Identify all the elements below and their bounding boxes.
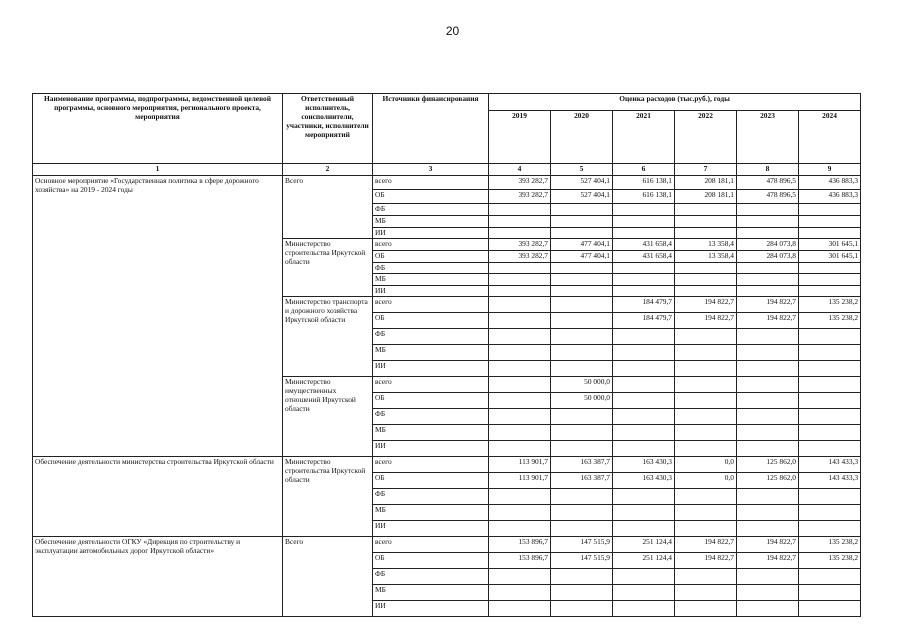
executor-cell: Министерство имущественных отношений Иркутской области [283, 377, 373, 457]
amount-cell: 153 896,7 [489, 553, 551, 569]
amount-cell [613, 569, 675, 585]
amount-cell [675, 425, 737, 441]
amount-cell: 125 862,0 [737, 457, 799, 473]
amount-cell [613, 393, 675, 409]
funding-source-cell: ФБ [373, 329, 489, 345]
amount-cell [613, 345, 675, 361]
amount-cell: 527 404,1 [551, 190, 613, 204]
funding-source-cell: МБ [373, 345, 489, 361]
amount-cell [551, 286, 613, 297]
header-year: 2021 [613, 111, 675, 164]
amount-cell [489, 286, 551, 297]
amount-cell [737, 569, 799, 585]
amount-cell: 113 901,7 [489, 457, 551, 473]
amount-cell: 208 181,1 [675, 190, 737, 204]
funding-source-cell: ФБ [373, 263, 489, 274]
amount-cell [489, 297, 551, 313]
amount-cell [737, 521, 799, 537]
funding-source-cell: всего [373, 176, 489, 190]
amount-cell: 284 073,8 [737, 251, 799, 263]
amount-cell [489, 441, 551, 457]
amount-cell [489, 204, 551, 216]
funding-source-cell: ИИ [373, 286, 489, 297]
amount-cell [675, 228, 737, 239]
amount-cell [613, 377, 675, 393]
amount-cell: 135 238,2 [799, 297, 861, 313]
funding-source-cell: всего [373, 297, 489, 313]
amount-cell [799, 377, 861, 393]
funding-source-cell: всего [373, 537, 489, 553]
funding-source-cell: всего [373, 457, 489, 473]
amount-cell [675, 585, 737, 601]
amount-cell [737, 441, 799, 457]
amount-cell [551, 569, 613, 585]
amount-cell [799, 274, 861, 286]
amount-cell: 135 238,2 [799, 537, 861, 553]
amount-cell: 436 883,3 [799, 176, 861, 190]
amount-cell [489, 489, 551, 505]
header-estimate: Оценка расходов (тыс.руб.), годы [489, 94, 861, 111]
amount-cell [613, 425, 675, 441]
amount-cell [613, 601, 675, 617]
amount-cell [489, 377, 551, 393]
funding-source-cell: ИИ [373, 441, 489, 457]
column-number: 6 [613, 164, 675, 176]
amount-cell [675, 345, 737, 361]
amount-cell [551, 204, 613, 216]
amount-cell [551, 505, 613, 521]
amount-cell [613, 228, 675, 239]
column-number: 5 [551, 164, 613, 176]
amount-cell [675, 569, 737, 585]
amount-cell: 284 073,8 [737, 239, 799, 251]
amount-cell [551, 274, 613, 286]
amount-cell [737, 505, 799, 521]
amount-cell: 208 181,1 [675, 176, 737, 190]
table-row [33, 537, 861, 553]
amount-cell: 194 822,7 [737, 297, 799, 313]
amount-cell: 393 282,7 [489, 251, 551, 263]
amount-cell [675, 204, 737, 216]
column-number: 3 [373, 164, 489, 176]
executor-cell: Министерство строительства Иркутской области [283, 239, 373, 297]
amount-cell: 194 822,7 [737, 313, 799, 329]
amount-cell [489, 505, 551, 521]
header-year: 2023 [737, 111, 799, 164]
amount-cell [489, 274, 551, 286]
amount-cell: 147 515,9 [551, 537, 613, 553]
program-name-cell: Основное мероприятие «Государственная политика в сфере дорожного хозяйства» на 2019 - 2024 годы [33, 176, 283, 457]
amount-cell [799, 393, 861, 409]
amount-cell [675, 274, 737, 286]
header-year: 2020 [551, 111, 613, 164]
amount-cell [737, 409, 799, 425]
executor-cell: Министерство транспорта и дорожного хозяйства Иркутской области [283, 297, 373, 377]
amount-cell [551, 228, 613, 239]
column-number: 8 [737, 164, 799, 176]
amount-cell [799, 425, 861, 441]
amount-cell: 527 404,1 [551, 176, 613, 190]
amount-cell: 135 238,2 [799, 313, 861, 329]
amount-cell [737, 585, 799, 601]
column-number: 1 [33, 164, 283, 176]
amount-cell [737, 377, 799, 393]
amount-cell [489, 361, 551, 377]
amount-cell [489, 569, 551, 585]
amount-cell: 393 282,7 [489, 190, 551, 204]
amount-cell: 393 282,7 [489, 176, 551, 190]
amount-cell [737, 216, 799, 228]
amount-cell [551, 297, 613, 313]
amount-cell [675, 521, 737, 537]
amount-cell: 436 883,3 [799, 190, 861, 204]
amount-cell [799, 441, 861, 457]
amount-cell: 143 433,3 [799, 457, 861, 473]
amount-cell: 143 433,3 [799, 473, 861, 489]
amount-cell [737, 286, 799, 297]
amount-cell [613, 521, 675, 537]
funding-source-cell: ФБ [373, 489, 489, 505]
amount-cell: 113 901,7 [489, 473, 551, 489]
amount-cell [613, 441, 675, 457]
amount-cell [675, 441, 737, 457]
amount-cell: 194 822,7 [675, 313, 737, 329]
amount-cell [489, 521, 551, 537]
amount-cell [799, 521, 861, 537]
amount-cell [613, 489, 675, 505]
amount-cell [799, 489, 861, 505]
amount-cell: 0,0 [675, 457, 737, 473]
amount-cell [489, 216, 551, 228]
funding-source-cell: ИИ [373, 601, 489, 617]
amount-cell [551, 216, 613, 228]
amount-cell [613, 505, 675, 521]
amount-cell [551, 361, 613, 377]
amount-cell [737, 345, 799, 361]
amount-cell [551, 345, 613, 361]
header-year: 2024 [799, 111, 861, 164]
amount-cell [675, 361, 737, 377]
header-executor-column: Ответственный исполнитель, соисполнители, участники, исполнители мероприятий [283, 94, 373, 164]
amount-cell [737, 489, 799, 505]
program-name-cell: Обеспечение деятельности ОГКУ «Дирекция по строительству и эксплуатации автомобильных дорог Иркутской области» [33, 537, 283, 617]
amount-cell: 0,0 [675, 473, 737, 489]
amount-cell [551, 601, 613, 617]
amount-cell [613, 585, 675, 601]
amount-cell: 616 138,1 [613, 176, 675, 190]
amount-cell: 194 822,7 [675, 537, 737, 553]
amount-cell: 13 358,4 [675, 239, 737, 251]
amount-cell: 194 822,7 [675, 553, 737, 569]
funding-source-cell: ОБ [373, 190, 489, 204]
funding-source-cell: всего [373, 239, 489, 251]
amount-cell [551, 313, 613, 329]
column-number: 9 [799, 164, 861, 176]
funding-source-cell: ФБ [373, 569, 489, 585]
amount-cell: 393 282,7 [489, 239, 551, 251]
header-year: 2022 [675, 111, 737, 164]
amount-cell [675, 377, 737, 393]
amount-cell [551, 489, 613, 505]
amount-cell [613, 263, 675, 274]
amount-cell: 125 862,0 [737, 473, 799, 489]
funding-source-cell: МБ [373, 505, 489, 521]
amount-cell: 163 387,7 [551, 473, 613, 489]
amount-cell [551, 521, 613, 537]
amount-cell: 251 124,4 [613, 537, 675, 553]
amount-cell [675, 505, 737, 521]
amount-cell: 251 124,4 [613, 553, 675, 569]
funding-source-cell: МБ [373, 274, 489, 286]
amount-cell [675, 263, 737, 274]
amount-cell [799, 409, 861, 425]
column-number: 7 [675, 164, 737, 176]
amount-cell [799, 361, 861, 377]
table-row [33, 457, 861, 473]
amount-cell: 194 822,7 [675, 297, 737, 313]
amount-cell [799, 263, 861, 274]
amount-cell [551, 409, 613, 425]
amount-cell: 163 387,7 [551, 457, 613, 473]
amount-cell [551, 329, 613, 345]
funding-source-cell: ИИ [373, 228, 489, 239]
amount-cell: 163 430,3 [613, 473, 675, 489]
amount-cell [489, 393, 551, 409]
amount-cell [799, 286, 861, 297]
amount-cell: 477 404,1 [551, 239, 613, 251]
amount-cell [737, 601, 799, 617]
funding-source-cell: ОБ [373, 393, 489, 409]
amount-cell: 184 479,7 [613, 313, 675, 329]
executor-cell: Министерство строительства Иркутской области [283, 457, 373, 537]
amount-cell [613, 204, 675, 216]
amount-cell [489, 228, 551, 239]
amount-cell: 478 896,5 [737, 190, 799, 204]
amount-cell [613, 286, 675, 297]
funding-source-cell: ИИ [373, 521, 489, 537]
amount-cell [489, 601, 551, 617]
amount-cell [799, 204, 861, 216]
header-sources-column: Источники финансирования [373, 94, 489, 164]
funding-source-cell: ИИ [373, 361, 489, 377]
amount-cell [737, 274, 799, 286]
amount-cell [613, 216, 675, 228]
executor-cell: Всего [283, 537, 373, 617]
column-number: 4 [489, 164, 551, 176]
amount-cell: 616 138,1 [613, 190, 675, 204]
funding-source-cell: МБ [373, 216, 489, 228]
amount-cell [675, 329, 737, 345]
amount-cell [675, 393, 737, 409]
amount-cell: 13 358,4 [675, 251, 737, 263]
amount-cell [737, 228, 799, 239]
funding-source-cell: ОБ [373, 313, 489, 329]
amount-cell [551, 425, 613, 441]
amount-cell: 431 658,4 [613, 251, 675, 263]
amount-cell: 153 896,7 [489, 537, 551, 553]
amount-cell [613, 409, 675, 425]
amount-cell: 50 000,0 [551, 393, 613, 409]
amount-cell [551, 441, 613, 457]
amount-cell [675, 409, 737, 425]
amount-cell [613, 274, 675, 286]
funding-source-cell: МБ [373, 585, 489, 601]
funding-source-cell: ОБ [373, 553, 489, 569]
amount-cell [799, 329, 861, 345]
amount-cell: 477 404,1 [551, 251, 613, 263]
amount-cell [489, 409, 551, 425]
amount-cell [799, 601, 861, 617]
amount-cell: 478 896,5 [737, 176, 799, 190]
amount-cell [799, 345, 861, 361]
amount-cell [675, 286, 737, 297]
funding-source-cell: всего [373, 377, 489, 393]
amount-cell [551, 263, 613, 274]
amount-cell [737, 425, 799, 441]
amount-cell [675, 601, 737, 617]
amount-cell [737, 204, 799, 216]
executor-cell: Всего [283, 176, 373, 239]
funding-source-cell: ОБ [373, 251, 489, 263]
amount-cell [613, 361, 675, 377]
amount-cell: 50 000,0 [551, 377, 613, 393]
amount-cell [737, 263, 799, 274]
column-number: 2 [283, 164, 373, 176]
funding-source-cell: ФБ [373, 204, 489, 216]
amount-cell [799, 569, 861, 585]
header-year: 2019 [489, 111, 551, 164]
amount-cell [489, 329, 551, 345]
funding-source-cell: ОБ [373, 473, 489, 489]
amount-cell [737, 393, 799, 409]
amount-cell [675, 216, 737, 228]
amount-cell [489, 263, 551, 274]
amount-cell [675, 489, 737, 505]
amount-cell [799, 585, 861, 601]
amount-cell [799, 505, 861, 521]
amount-cell [737, 329, 799, 345]
amount-cell: 147 515,9 [551, 553, 613, 569]
header-name-column: Наименование программы, подпрограммы, ведомственной целевой программы, основного мероприятия, регионального проекта, мероприятия [33, 94, 283, 164]
table-row [33, 176, 861, 190]
amount-cell: 301 645,1 [799, 239, 861, 251]
budget-table [32, 93, 861, 617]
funding-source-cell: ФБ [373, 409, 489, 425]
amount-cell: 301 645,1 [799, 251, 861, 263]
amount-cell [737, 361, 799, 377]
amount-cell [799, 228, 861, 239]
amount-cell: 194 822,7 [737, 537, 799, 553]
amount-cell [489, 585, 551, 601]
amount-cell [551, 585, 613, 601]
page-number: 20 [445, 24, 460, 38]
amount-cell: 431 658,4 [613, 239, 675, 251]
amount-cell [799, 216, 861, 228]
amount-cell: 135 238,2 [799, 553, 861, 569]
amount-cell: 184 479,7 [613, 297, 675, 313]
amount-cell [489, 425, 551, 441]
amount-cell [489, 345, 551, 361]
funding-source-cell: МБ [373, 425, 489, 441]
amount-cell: 163 430,3 [613, 457, 675, 473]
amount-cell [489, 313, 551, 329]
amount-cell: 194 822,7 [737, 553, 799, 569]
program-name-cell: Обеспечение деятельности министерства строительства Иркутской области [33, 457, 283, 537]
amount-cell [613, 329, 675, 345]
